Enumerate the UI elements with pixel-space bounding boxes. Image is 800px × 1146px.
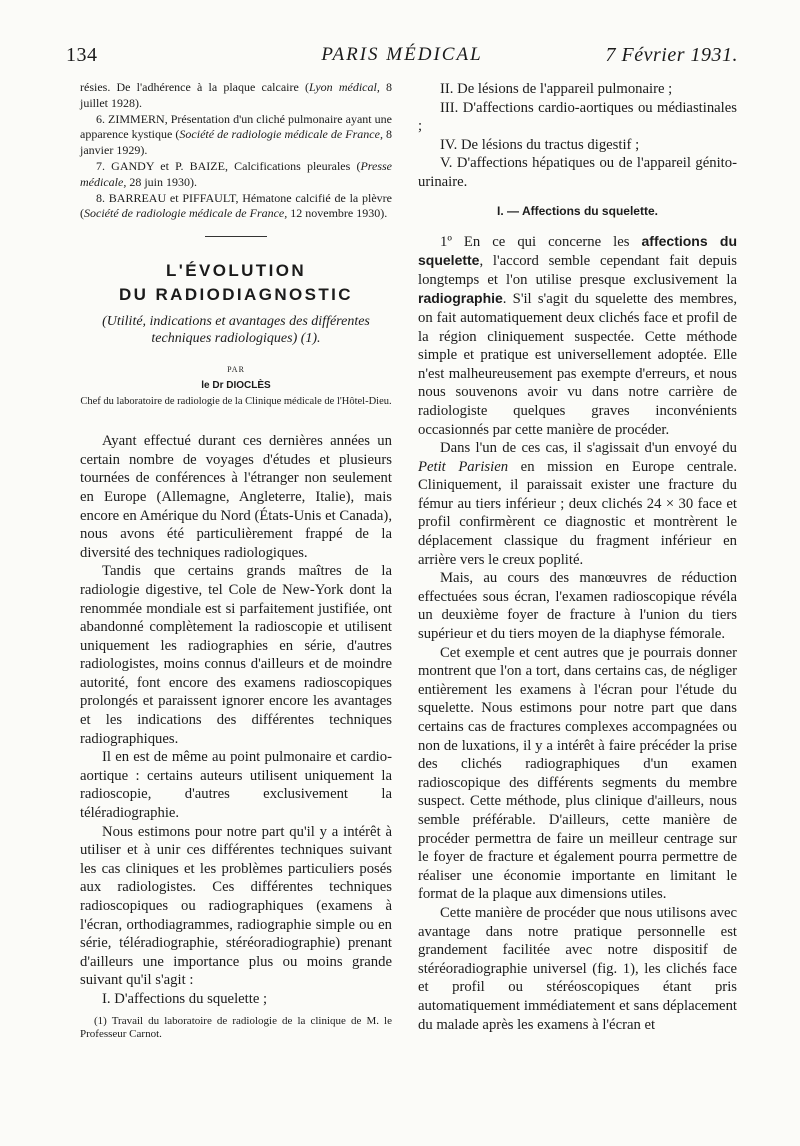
reference-item: 8. BARREAU et PIFFAULT, Hématone calcifié de la plèvre (Société de radiologie médicale de France, 12 novembre 1930). xyxy=(80,190,392,221)
paragraph: Nous estimons pour notre part qu'il y a intérêt à utiliser et à unir ces différentes techniques suivant les cas cliniques et les problèmes particuliers posés aux radiologistes. Ces différentes techniques radioscopiques ou radiographiques (examens à l'écran, orthodiagrammes, radiographie simple ou en série, téléradiographie, stéréoradiographie) prenant d'ailleurs une importance plus ou moins grande suivant qu'il s'agit : xyxy=(80,823,392,989)
author-affiliation: Chef du laboratoire de radiologie de la Clinique médicale de l'Hôtel-Dieu. xyxy=(80,396,392,408)
page-number: 134 xyxy=(66,44,98,66)
journal-title: PARIS MÉDICAL xyxy=(321,44,483,65)
footnote: (1) Travail du laboratoire de radiologie de la clinique de M. le Professeur Carnot. xyxy=(80,1014,392,1040)
list-item: I. D'affections du squelette ; xyxy=(102,990,268,1007)
list-item: III. D'affections cardio-aortiques ou médiastinales ; xyxy=(418,99,737,135)
paragraph: Cet exemple et cent autres que je pourrais donner montrent que l'on a tort, dans certains cas, de négliger entièrement les examens à l'écran pour l'étude du squelette. Nous estimons pour notre part que dans certains cas de fractures complexes accompagnées ou non de luxations, il y a intérêt à faire précéder la prise des clichés radiographiques d'un examen radioscopique des différents segments du membre suspect. Cette méthode, plus clinique d'ailleurs, nous semble préférable. D'ailleurs, cette manière de procéder permettra de faire un meilleur centrage sur le foyer de fracture et également pourra permettre de réaliser une économie importante en limitant le format de la plaque aux dimensions utiles. xyxy=(418,644,737,903)
reference-item: résies. De l'adhérence à la plaque calcaire (Lyon médical, 8 juillet 1928). xyxy=(80,80,393,110)
right-column xyxy=(418,80,737,1034)
paragraph: Tandis que certains grands maîtres de la radiologie digestive, tel Cole de New-York dont la renommée mondiale est si parfaitement justifiée, ont abandonné complètement la radioscopie et utilisent uniquement les radiographies en série, d'autres radiologistes, moins connus d'ailleurs et de moindre autorité, font encore des examens radioscopiques prolongés et paraissent ignorer encore les avantages et les indications des différentes techniques radiographiques. xyxy=(80,563,392,747)
issue-date: 7 Février 1931. xyxy=(605,44,738,66)
byline-par: PAR xyxy=(227,365,245,375)
section-heading: I. — Affections du squelette. xyxy=(497,203,658,218)
reference-item: 6. ZIMMERN, Présentation d'un cliché pulmonaire ayant une apparence kystique (Société de radiologie médicale de France, 8 janvier 1929). xyxy=(80,111,393,158)
reference-item: 7. GANDY et P. BAIZE, Calcifications pleurales (Presse médicale, 28 juin 1930). xyxy=(80,158,392,189)
separator-rule xyxy=(205,236,267,237)
paragraph: Cette manière de procéder que nous utilisons avec avantage dans notre pratique personnelle est grandement facilitée avec notre dispositif de stéréoradiographie universel (fig. 1), les clichés face et profil ou stéréoscopiques étant pris automatiquement immédiatement et sans déplacement du malade après les examens à l'écran et xyxy=(418,904,737,1033)
list-item: II. De lésions de l'appareil pulmonaire ; xyxy=(440,81,673,97)
paragraph: Ayant effectué durant ces dernières années un certain nombre de voyages d'études et plusieurs tournées de conférences à l'étranger non seulement en Europe (Allemagne, Angleterre, Italie), mais encore en Amérique du Nord (États-Unis et Canada), nous avons été particulièrement frappé de la diversité des techniques radiologiques. xyxy=(80,433,392,561)
left-column xyxy=(80,80,392,1041)
paragraph: Dans l'un de ces cas, il s'agissait d'un envoyé du Petit Parisien en mission en Europe centrale. Cliniquement, il paraissait exister une fracture du fémur au tiers inférieur ; deux clichés 24 × 30 face et profil confirmèrent ce diagnostic et montrèrent le déplacement classique du fragment inférieur en arrière vers le creux poplité. xyxy=(418,440,737,568)
author-name: le Dr DIOCLÈS xyxy=(201,380,271,392)
list-item: IV. De lésions du tractus digestif ; xyxy=(440,136,640,153)
paragraph: 1º En ce qui concerne les affections du squelette, l'accord semble cependant fait depuis longtemps et l'on utilise presque exclusivement la radiographie. S'il s'agit du squelette des membres, on fait automatiquement deux clichés face et profil de la région cliniquement suspectée. Cette méthode simple et pratique est universellement adoptée. Elle n'est malheureusement pas exempte d'erreurs, et nous nous souvenons avoir vu dans notre carrière de radiologiste quelques graves inconvénients occasionnés par cette manière de procéder. xyxy=(418,232,737,438)
article-title: L'ÉVOLUTION DU RADIODIAGNOSTIC xyxy=(119,261,353,305)
article-subtitle: (Utilité, indications et avantages des différentes techniques radiologiques) (1). xyxy=(102,314,370,347)
paragraph: Il en est de même au point pulmonaire et cardio-aortique : certains auteurs utilisent uniquement la radioscopie, d'autres exclusivement la téléradiographie. xyxy=(80,749,392,822)
paragraph: Mais, au cours des manœuvres de réduction effectuées sous écran, l'examen radioscopique révéla un deuxième foyer de fracture à l'union du tiers supérieur et du tiers moyen de la diaphyse fémorale. xyxy=(418,570,737,643)
list-item: V. D'affections hépatiques ou de l'appareil génito-urinaire. xyxy=(418,155,737,190)
page-header xyxy=(66,44,738,74)
